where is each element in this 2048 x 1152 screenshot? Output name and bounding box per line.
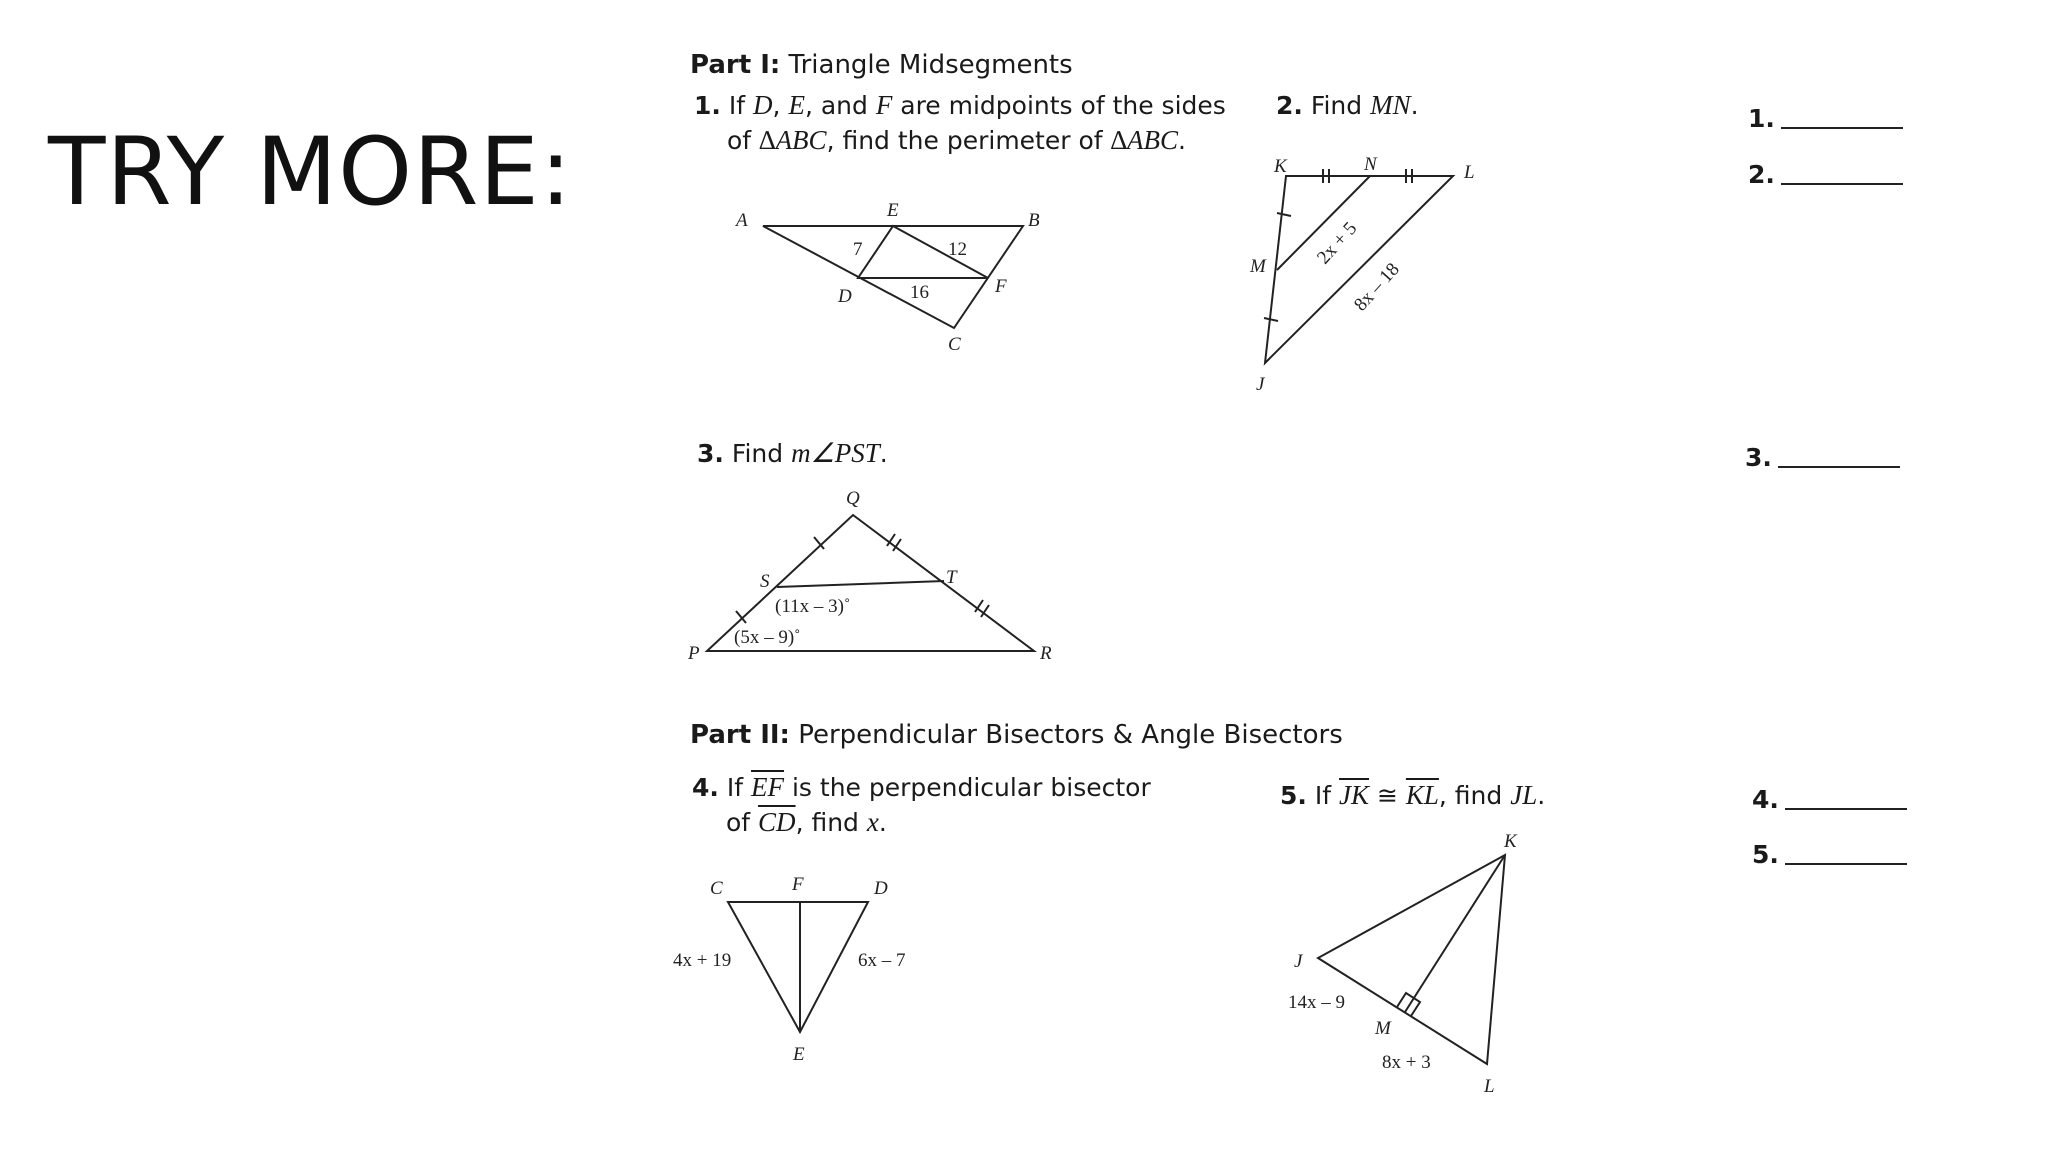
answer-blank-1[interactable]: [1748, 104, 1903, 133]
q4-label-c: C: [710, 878, 723, 899]
answer-label-4: 4.: [1752, 785, 1779, 814]
q5-triangle-jkl: [1318, 855, 1505, 1064]
answer-blank-4[interactable]: [1752, 785, 1907, 814]
q3-label-r: R: [1040, 643, 1052, 664]
q5-length-jm: 14x – 9: [1288, 992, 1345, 1013]
q3-angle-p: (5x – 9)˚: [734, 627, 801, 648]
q4-label-e: E: [793, 1044, 805, 1065]
part1-title: Triangle Midsegments: [788, 50, 1073, 80]
q1-label-b: B: [1028, 210, 1040, 231]
q2-label-k: K: [1274, 156, 1287, 177]
question-5-number: 5.: [1280, 781, 1307, 810]
q5-end: .: [1537, 781, 1546, 810]
answer-label-1: 1.: [1748, 104, 1775, 133]
q3-label-p: P: [688, 643, 700, 664]
q4-segment-cd: $\overline{CD}$: [758, 807, 796, 837]
q4-text-find: , find: [795, 808, 867, 837]
q1-triangle-2: ∆ABC: [1110, 125, 1179, 155]
q5-label-j: J: [1294, 951, 1303, 972]
q1-var-e: E: [788, 90, 805, 120]
q5-segment-jk: $\overline{JK}$: [1339, 780, 1370, 810]
q4-length-ce: 4x + 19: [673, 950, 732, 971]
q3-label-t: T: [946, 567, 957, 588]
answer-blank-2[interactable]: [1748, 160, 1903, 189]
q2-length-jl: 8x – 18: [1350, 258, 1404, 316]
answer-blank-5[interactable]: [1752, 840, 1907, 869]
q5-text-find: , find: [1438, 781, 1511, 810]
answer-line-4[interactable]: [1785, 807, 1907, 810]
q1-length-df: 16: [910, 282, 929, 303]
q1-text-if: If: [728, 91, 754, 120]
q1-triangle-1: ∆ABC: [759, 125, 827, 155]
q4-text-of: of: [726, 808, 759, 837]
q4-segment-ef: $\overline{EF}$: [751, 772, 785, 802]
part2-title: Perpendicular Bisectors & Angle Bisectors: [798, 720, 1343, 750]
q3-label-s: S: [760, 571, 770, 592]
q1-label-d: D: [838, 286, 852, 307]
q1-text-end: .: [1178, 126, 1186, 155]
q5-length-ml: 8x + 3: [1382, 1052, 1431, 1073]
q4-text-if: If: [726, 773, 752, 802]
q5-target: JL: [1510, 780, 1538, 810]
q1-text-of: of: [727, 126, 760, 155]
q2-text: Find: [1310, 91, 1371, 120]
part2-label: Part II:: [690, 720, 790, 750]
q1-label-f: F: [995, 276, 1007, 297]
answer-blank-3[interactable]: [1745, 443, 1900, 472]
q5-label-m: M: [1375, 1018, 1391, 1039]
question-4-number: 4.: [692, 773, 719, 802]
q1-var-d: D: [753, 90, 773, 120]
q5-segment-kl: $\overline{KL}$: [1405, 780, 1439, 810]
part1-label: Part I:: [690, 50, 781, 80]
q1-text-midpoints: are midpoints of the sides: [892, 91, 1226, 120]
answer-line-3[interactable]: [1778, 465, 1900, 468]
q1-var-f: F: [875, 90, 893, 120]
q5-segment-km: [1405, 855, 1505, 1012]
question-3-number: 3.: [697, 439, 724, 468]
q1-label-e: E: [887, 200, 899, 221]
q2-label-m: M: [1250, 256, 1266, 277]
question-1-number: 1.: [694, 91, 721, 120]
q5-text-if: If: [1314, 781, 1340, 810]
q1-length-ed: 7: [853, 239, 863, 260]
answer-label-2: 2.: [1748, 160, 1775, 189]
answer-label-3: 3.: [1745, 443, 1772, 472]
q3-end: .: [879, 439, 888, 468]
q2-end: .: [1410, 91, 1419, 120]
question-2-number: 2.: [1276, 91, 1303, 120]
q1-label-c: C: [948, 334, 961, 355]
q4-text-end: .: [878, 808, 887, 837]
q5-congruent: ≅: [1369, 781, 1406, 810]
q1-text-find: , find the perimeter of: [826, 126, 1111, 155]
q3-target: m∠PST: [791, 438, 880, 468]
q2-length-mn: 2x + 5: [1313, 218, 1362, 269]
q5-label-l: L: [1484, 1076, 1495, 1097]
q4-length-de: 6x – 7: [858, 950, 906, 971]
q1-sep1: ,: [772, 91, 789, 120]
q4-text-perp: is the perpendicular bisector: [784, 773, 1151, 802]
q1-label-a: A: [736, 210, 748, 231]
q2-label-l: L: [1464, 162, 1475, 183]
q2-label-j: J: [1256, 374, 1265, 395]
q3-angle-s: (11x – 3)˚: [775, 596, 851, 617]
answer-line-1[interactable]: [1781, 126, 1903, 129]
q5-label-k: K: [1504, 831, 1517, 852]
q1-sep2: , and: [804, 91, 876, 120]
answer-line-5[interactable]: [1785, 862, 1907, 865]
slide-title: TRY MORE:: [48, 118, 573, 227]
q3-text: Find: [731, 439, 792, 468]
q3-label-q: Q: [846, 488, 860, 509]
q2-target: MN: [1370, 90, 1411, 120]
answer-line-2[interactable]: [1781, 182, 1903, 185]
q4-label-d: D: [874, 878, 888, 899]
q2-label-n: N: [1364, 154, 1377, 175]
q4-var-x: x: [866, 807, 879, 837]
q5-right-angle-mark: [1397, 993, 1420, 1016]
q1-length-ef: 12: [948, 239, 967, 260]
answer-label-5: 5.: [1752, 840, 1779, 869]
q4-label-f: F: [792, 874, 804, 895]
